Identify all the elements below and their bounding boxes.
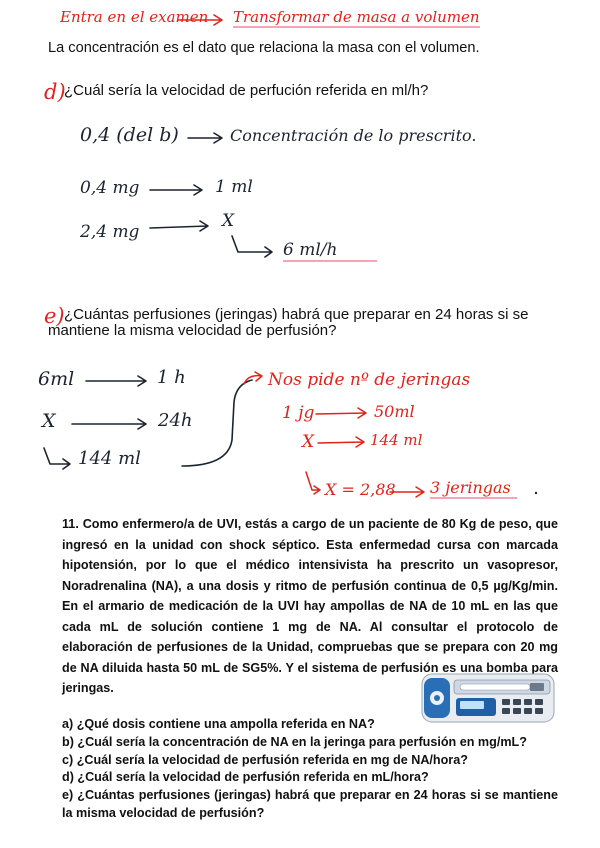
arrow-icon [150,185,202,195]
e-hw-b2-left: X [302,432,315,452]
section-e-question-line1: ¿Cuántas perfusiones (jeringas) habrá que preparar en 24 horas si se [64,306,529,323]
e-hw-b1-right: 50ml [374,402,415,421]
questions-list [62,716,558,823]
arrow-icon [232,236,272,257]
brace-curve [182,380,252,466]
d-hw-line2-left: 0,4 mg [80,178,140,198]
arrow-icon [150,221,208,231]
e-hw-note: Nos pide nº de jeringas [268,370,471,390]
e-hw-a3: 144 ml [78,448,141,469]
section-d-question: ¿Cuál sería la velocidad de perfución referida en ml/h? [64,82,429,99]
question-d: d) ¿Cuál sería la velocidad de perfusión referida en mL/hora? [62,770,429,785]
d-hw-line1-right: Concentración de lo prescrito. [230,126,477,145]
e-hw-a1-right: 1 h [157,367,186,388]
arrow-icon [188,133,222,143]
d-hw-line3-left: 2,4 mg [80,222,140,242]
e-hw-a2-left: X [42,410,56,432]
note-top-right: Transformar de masa a volumen [233,8,480,26]
e-hw-b1-left: 1 jg [282,403,315,423]
arrow-icon [86,376,146,386]
e-hw-b3-right: 3 jeringas [430,478,517,499]
section-e-letter: e) [44,304,65,328]
section-e-question-line2: mantiene la misma velocidad de perfusión? [48,322,337,339]
question-e: e) ¿Cuántas perfusiones (jeringas) habrá que preparar en 24 horas si se mantiene la misma velocidad de perfusión? [62,788,558,820]
question-c: c) ¿Cuál sería la velocidad de perfusión referida en mg de NA/hora? [62,752,468,767]
e-hw-b2-right: 144 ml [370,431,423,449]
e-hw-b3-left: X = 2,88 [325,480,396,499]
typed-intro: La concentración es el dato que relaciona la masa con el volumen. [48,40,480,56]
d-hw-result: 6 ml/h [283,240,377,262]
arrow-icon [390,487,424,497]
d-hw-line1-left: 0,4 (del b) [80,124,179,146]
e-hw-a2-right: 24h [158,410,193,431]
d-hw-line2-right: 1 ml [215,177,253,197]
arrow-icon [44,448,70,469]
arrow-icon [306,472,320,494]
arrow-icon [178,15,222,25]
arrow-icon [318,437,364,447]
question-a: a) ¿Qué dosis contiene una ampolla referida en NA? [62,717,375,731]
question-b: b) ¿Cuál sería la concentración de NA en la jeringa para perfusión en mg/mL? [62,734,527,749]
e-hw-a1-left: 6ml [38,368,75,390]
problem-statement: 11. Como enfermero/a de UVI, estás a cargo de un paciente de 80 Kg de peso, que ingresó en la unidad con shock séptico. Esta enfermedad cursa con marcada hipotensión, por lo que el médico intensivista ha prescrito un vasopresor, Noradrenalina (NA), a una dosis y ritmo de perfusión continua de 0,5 µg/Kg/min. En el armario de medicación de la UVI hay ampollas de NA de 10 mL en las que cada mL de solución contiene 1 mg de NA. Al consultar el protocolo de elaboración de perfusiones de la Unidad, compruebas que se prepara con 20 mg de NA diluida hasta 50 mL de SG5%. Y el sistema de perfusión es una bomba para jeringas. [62,517,558,695]
arrow-icon [316,408,366,418]
d-hw-line3-right: X [222,211,235,231]
note-top-left: Entra en el examen [60,8,209,26]
arrow-icon [72,419,146,429]
section-d-letter: d) [44,80,66,104]
